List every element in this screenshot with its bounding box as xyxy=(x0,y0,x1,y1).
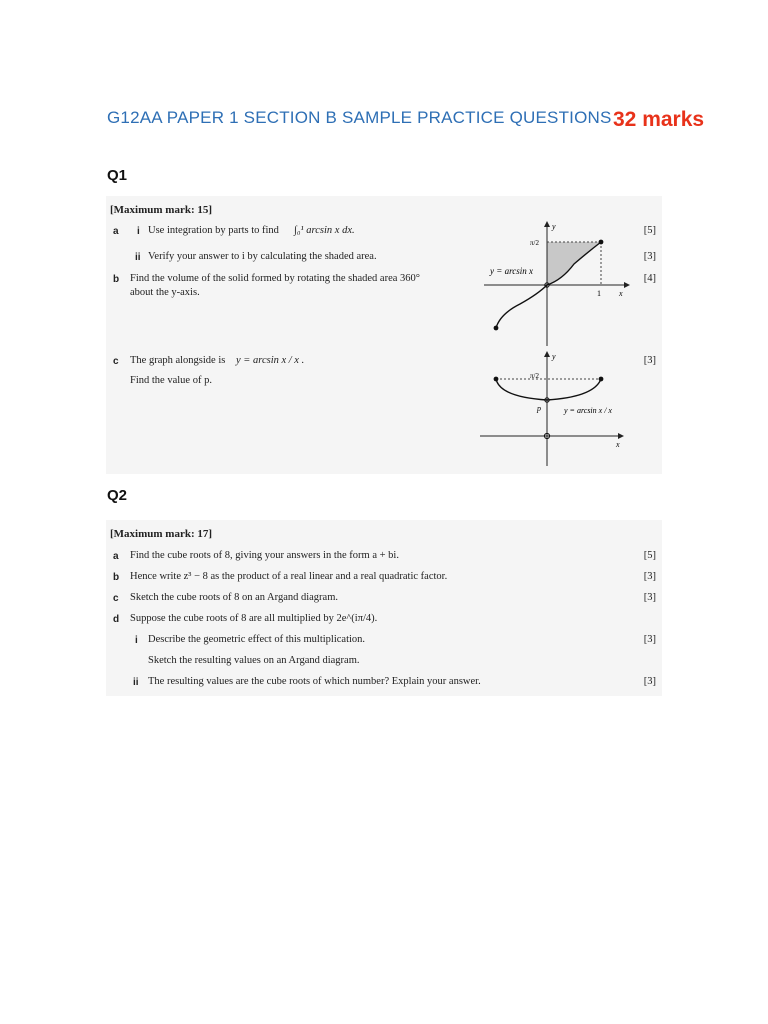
q2-di-mark: [3] xyxy=(643,634,656,645)
q1-ai-text: Use integration by parts to find xyxy=(148,225,279,236)
y-axis-arrow xyxy=(544,221,550,227)
q1-ai-integral: ∫₀¹ arcsin x dx. xyxy=(294,225,355,236)
graph2-x-label: x xyxy=(616,440,620,449)
y-axis-arrow xyxy=(544,351,550,357)
q2-dii-text: The resulting values are the cube roots of which number? Explain your answer. xyxy=(148,676,481,687)
q1-a-label: a xyxy=(113,226,119,237)
graph1-y-tick: π/2 xyxy=(530,239,539,247)
q2-dii-mark: [3] xyxy=(643,676,656,687)
q2-panel xyxy=(106,520,662,696)
graph1-y-label: y xyxy=(552,222,556,231)
q1-b-text-1: Find the volume of the solid formed by rotating the shaded area 360° xyxy=(130,273,420,284)
graph2-y-label: y xyxy=(552,352,556,361)
q1-aii-mark: [3] xyxy=(643,251,656,262)
arcsin-over-x-graph xyxy=(476,348,636,472)
graph2-curve-label: y = arcsin x / x xyxy=(564,406,612,415)
q1-ai-mark: [5] xyxy=(643,225,656,236)
total-marks: 32 marks xyxy=(613,108,705,131)
curve-endpoint-left xyxy=(494,326,499,331)
graph2-p-label: p xyxy=(537,404,541,413)
q1-aii-text: Verify your answer to i by calculating the shaded area. xyxy=(148,251,377,262)
q1-c-text-2: Find the value of p. xyxy=(130,375,212,386)
q1-b-text-2: about the y-axis. xyxy=(130,287,200,298)
page-title: G12AA PAPER 1 SECTION B SAMPLE PRACTICE QUESTIONS xyxy=(107,108,612,127)
q2-di-text-2: Sketch the resulting values on an Argand diagram. xyxy=(148,655,360,666)
q1-c-mark: [3] xyxy=(643,355,656,366)
q1-c-label: c xyxy=(113,356,119,367)
q2-a-text: Find the cube roots of 8, giving your answers in the form a + bi. xyxy=(130,550,399,561)
q1-panel xyxy=(106,196,662,474)
q2-max-mark: [Maximum mark: 17] xyxy=(110,528,213,540)
curve-endpoint-right xyxy=(599,240,604,245)
q2-di-label: i xyxy=(135,635,138,646)
q1-max-mark: [Maximum mark: 15] xyxy=(110,204,213,216)
graph2-y-tick: π/2 xyxy=(530,372,539,380)
q2-a-label: a xyxy=(113,551,119,562)
q2-b-text: Hence write z³ − 8 as the product of a real linear and a real quadratic factor. xyxy=(130,571,448,582)
q1-b-label: b xyxy=(113,274,120,285)
q2-d-text: Suppose the cube roots of 8 are all multiplied by 2e^(iπ/4). xyxy=(130,613,378,624)
q1-b-mark: [4] xyxy=(643,273,656,284)
graph1-curve-label: y = arcsin x xyxy=(490,266,533,276)
curve-endpoint-left xyxy=(494,377,499,382)
q1-c-text-1: The graph alongside is xyxy=(130,355,226,366)
arcsin-over-x-curve xyxy=(496,379,601,400)
q1-heading: Q1 xyxy=(107,167,128,184)
curve-endpoint-right xyxy=(599,377,604,382)
q1-c-formula: y = arcsin x / x . xyxy=(236,355,305,366)
graph1-x-label: x xyxy=(619,289,623,298)
q2-heading: Q2 xyxy=(107,487,128,504)
q2-d-label: d xyxy=(113,614,120,625)
q1-ai-label: i xyxy=(137,226,140,237)
q2-b-label: b xyxy=(113,572,120,583)
q2-c-label: c xyxy=(113,593,119,604)
q2-c-text: Sketch the cube roots of 8 on an Argand diagram. xyxy=(130,592,339,603)
q2-di-text: Describe the geometric effect of this multiplication. xyxy=(148,634,366,645)
q2-a-mark: [5] xyxy=(643,550,656,561)
arcsin-graph xyxy=(476,218,636,350)
q2-dii-label: ii xyxy=(133,677,139,688)
graph1-x-tick: 1 xyxy=(597,289,601,298)
x-axis-arrow xyxy=(624,282,630,288)
q1-aii-label: ii xyxy=(135,252,141,263)
x-axis-arrow xyxy=(618,433,624,439)
q2-b-mark: [3] xyxy=(643,571,656,582)
q2-c-mark: [3] xyxy=(643,592,656,603)
